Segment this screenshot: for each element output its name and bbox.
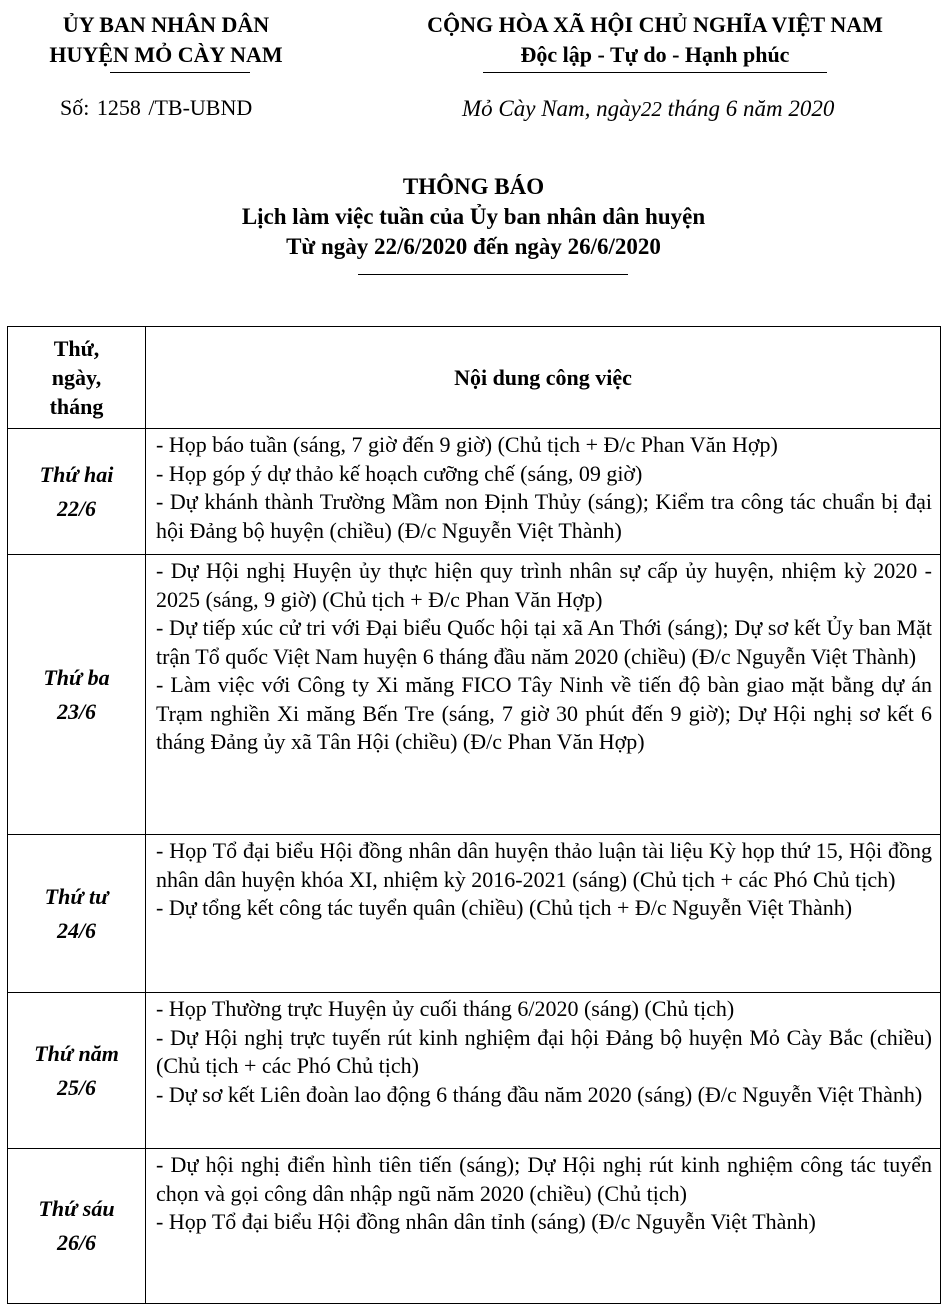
agency-line-2: HUYỆN MỎ CÀY NAM (49, 42, 283, 67)
content-cell (146, 1149, 941, 1304)
schedule-item: - Làm việc với Công ty Xi măng FICO Tây Ninh về tiến độ bàn giao mặt bằng dự án Trạm nghiền Xi măng Bến Tre (sáng, 7 giờ 30 phút đến 9 giờ); Dự Hội nghị sơ kết 6 tháng Đảng ủy xã Tân Hội (chiều) (Đ/c Phan Văn Hợp) (156, 672, 932, 754)
agency-line-1: ỦY BAN NHÂN DÂN (62, 12, 270, 37)
weekday: Thứ tư (44, 883, 109, 909)
ref-number: 1258 (96, 95, 141, 120)
schedule-item: - Họp Tổ đại biểu Hội đồng nhân dân tỉnh (sáng) (Đ/c Nguyễn Việt Thành) (156, 1209, 816, 1234)
content-cell (146, 555, 941, 835)
schedule-item: - Họp báo tuần (sáng, 7 giờ đến 9 giờ) (Chủ tịch + Đ/c Phan Văn Hợp) (156, 432, 778, 457)
content-cell (146, 835, 941, 993)
schedule-item: - Họp góp ý dự thảo kế hoạch cưỡng chế (sáng, 09 giờ) (156, 460, 643, 486)
ref-prefix: Số: (60, 95, 90, 120)
national-motto: Độc lập - Tự do - Hạnh phúc (520, 42, 790, 67)
place-date-prefix: Mỏ Cày Nam, ngày (462, 96, 641, 121)
header-day-line: tháng (49, 394, 104, 419)
schedule-item: - Dự khánh thành Trường Mầm non Định Thủy (sáng); Kiểm tra công tác chuẩn bị đại hội Đảng bộ huyện (chiều) (Đ/c Nguyễn Việt Thành) (156, 489, 932, 543)
date: 24/6 (56, 917, 97, 943)
date: 26/6 (56, 1230, 97, 1255)
table-header-row (8, 327, 941, 429)
notice-title: THÔNG BÁO (402, 174, 545, 199)
day-cell (8, 429, 146, 555)
issuing-agency (20, 10, 312, 70)
day-cell (8, 555, 146, 835)
table-row (8, 993, 941, 1149)
table-row (8, 555, 941, 835)
place-and-date (462, 96, 834, 122)
schedule-item: - Dự Hội nghị Huyện ủy thực hiện quy trình nhân sự cấp ủy huyện, nhiệm kỳ 2020 - 2025 (sáng, 9 giờ) (Chủ tịch + Đ/c Phan Văn Hợp) (156, 558, 932, 612)
content-cell (146, 429, 941, 555)
place-date-suffix: tháng 6 năm 2020 (667, 96, 835, 121)
content-cell (146, 993, 941, 1149)
schedule-item: - Họp Thường trực Huyện ủy cuối tháng 6/2020 (sáng) (Chủ tịch) (156, 996, 735, 1021)
republic-name: CỘNG HÒA XÃ HỘI CHỦ NGHĨA VIỆT NAM (427, 12, 883, 37)
title-underline (358, 274, 628, 275)
weekday: Thứ sáu (38, 1196, 115, 1221)
table-row (8, 1149, 941, 1304)
weekday: Thứ ba (43, 664, 110, 690)
date: 23/6 (56, 698, 97, 724)
notice-subtitle: Lịch làm việc tuần của Ủy ban nhân dân huyện (241, 204, 706, 229)
schedule-item: - Dự hội nghị điển hình tiên tiến (sáng); Dự Hội nghị rút kinh nghiệm công tác tuyển chọn và gọi công dân nhập ngũ năm 2020 (chiều) (Chủ tịch) (156, 1152, 932, 1206)
table-row (8, 429, 941, 555)
header-day-line: ngày, (51, 365, 102, 390)
motto-underline (483, 72, 827, 73)
header-content-column: Nội dung công việc (146, 327, 941, 429)
notice-date-range: Từ ngày 22/6/2020 đến ngày 26/6/2020 (286, 234, 661, 259)
header-day-line: Thứ, (53, 336, 100, 361)
national-heading (380, 10, 930, 70)
header-day-column (8, 327, 146, 429)
day-cell (8, 993, 146, 1149)
day-cell (8, 1149, 146, 1304)
schedule-item: - Dự sơ kết Liên đoàn lao động 6 tháng đầu năm 2020 (sáng) (Đ/c Nguyễn Việt Thành) (156, 1081, 923, 1107)
ref-suffix: /TB-UBND (148, 95, 253, 120)
schedule-item: - Họp Tổ đại biểu Hội đồng nhân dân huyện thảo luận tài liệu Kỳ họp thứ 15, Hội đồng nhân dân huyện khóa XI, nhiệm kỳ 2016-2021 (sáng) (Chủ tịch + các Phó Chủ tịch) (156, 838, 932, 892)
date: 25/6 (56, 1074, 97, 1100)
weekly-schedule-table (7, 326, 941, 1304)
place-date-day: 22 (640, 97, 662, 121)
schedule-item: - Dự Hội nghị trực tuyến rút kinh nghiệm đại hội Đảng bộ huyện Mỏ Cày Bắc (chiều) (Chủ tịch + các Phó Chủ tịch) (156, 1024, 932, 1078)
schedule-item: - Dự tổng kết công tác tuyển quân (chiều) (Chủ tịch + Đ/c Nguyễn Việt Thành) (156, 895, 853, 920)
schedule-item: - Dự tiếp xúc cử tri với Đại biểu Quốc hội tại xã An Thới (sáng); Dự sơ kết Ủy ban Mặt trận Tổ quốc Việt Nam huyện 6 tháng đầu năm 2020 (chiều) (Đ/c Nguyễn Việt Thành) (156, 615, 932, 669)
table-row (8, 835, 941, 993)
agency-underline (110, 72, 250, 73)
weekday: Thứ năm (34, 1040, 119, 1066)
weekday: Thứ hai (39, 461, 114, 487)
document-number (60, 95, 252, 121)
date: 22/6 (56, 495, 97, 521)
day-cell (8, 835, 146, 993)
